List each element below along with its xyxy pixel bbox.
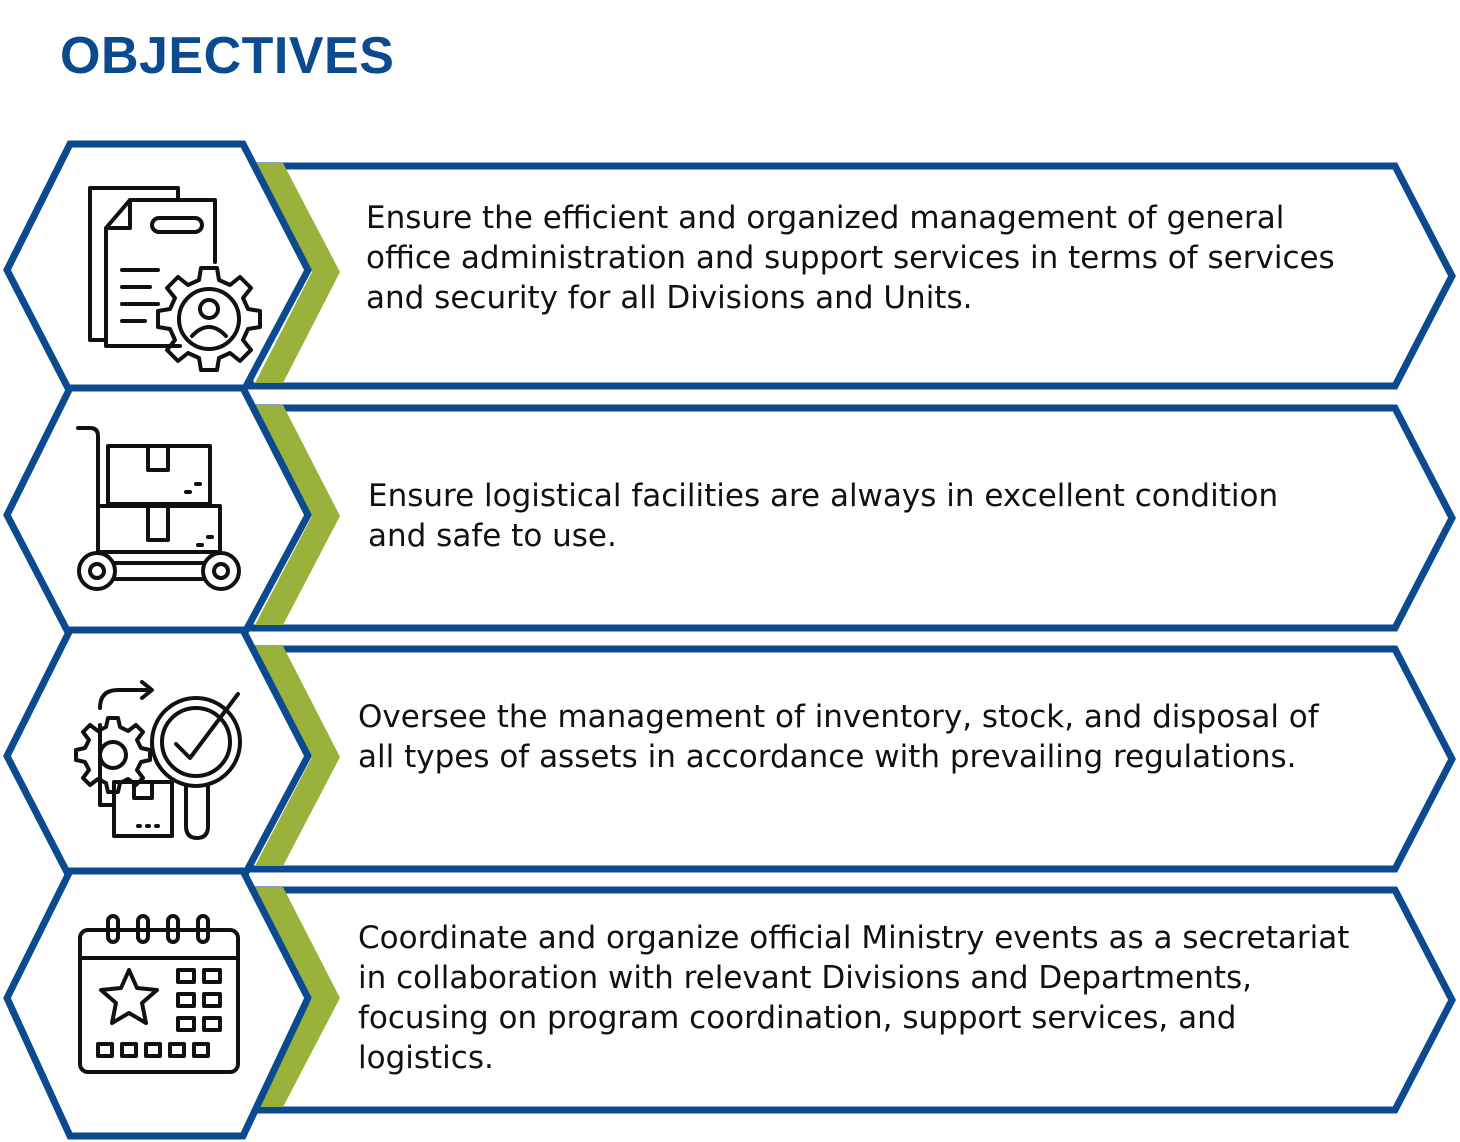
objective-hexagon-2 (7, 388, 308, 636)
page-title: OBJECTIVES (60, 27, 395, 85)
objective-hexagon-4 (7, 871, 308, 1136)
objective-text-4: Coordinate and organize official Ministry events as a secretariat in collaboration with relevant Divisions and Departments, focusing on program coordination, support services, and logistics. (358, 920, 1350, 1076)
objective-text-3: Oversee the management of inventory, stock, and disposal of all types of assets in accordance with prevailing regulations. (358, 699, 1319, 775)
objective-text-2: Ensure logistical facilities are always in excellent condition and safe to use. (368, 478, 1279, 554)
objective-text-1: Ensure the efficient and organized management of general office administration and support services in terms of services and security for all Divisions and Units. (366, 200, 1335, 316)
objective-hexagon-3 (7, 630, 308, 878)
